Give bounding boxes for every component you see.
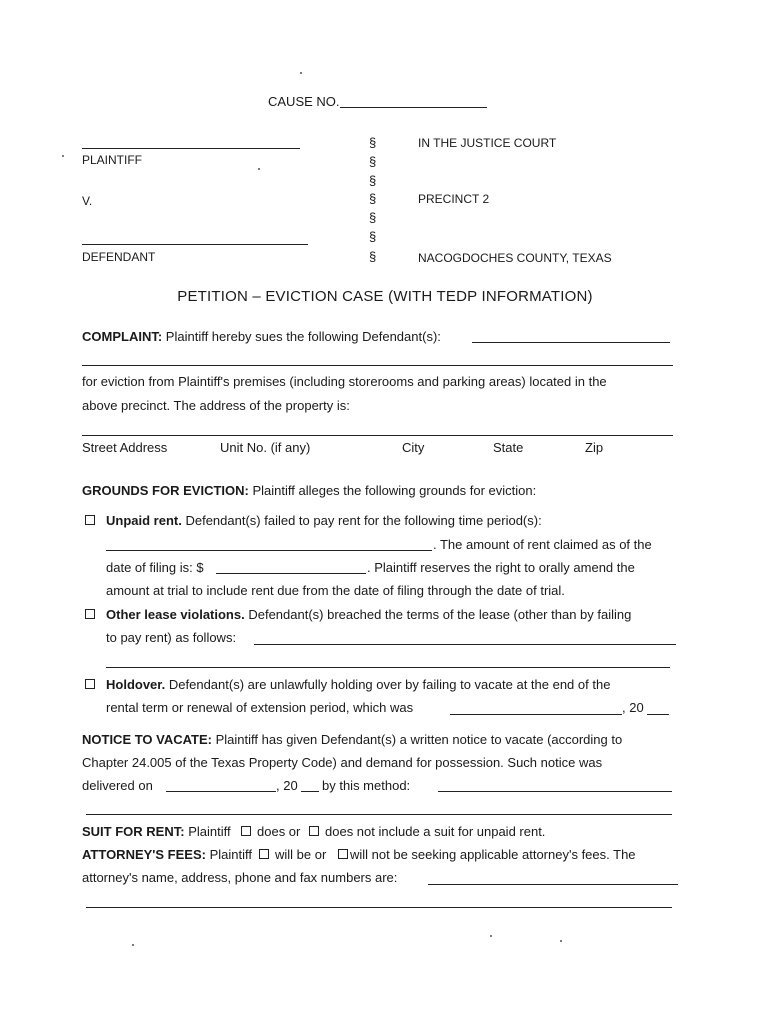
unit-label: Unit No. (if any)	[220, 440, 311, 455]
other-violations-checkbox[interactable]	[85, 609, 95, 619]
attorney-heading: ATTORNEY'S FEES:	[82, 847, 206, 862]
suit-does-checkbox[interactable]	[241, 826, 251, 836]
plaintiff-label: PLAINTIFF	[82, 153, 143, 167]
holdover-title: Holdover.	[106, 677, 166, 692]
plaintiff-name-field[interactable]	[82, 148, 300, 149]
scan-speck	[300, 72, 302, 74]
city-label: City	[402, 440, 425, 455]
precinct-label: PRECINCT 2	[418, 192, 490, 206]
attorney-will-checkbox[interactable]	[259, 849, 269, 859]
holdover-checkbox[interactable]	[85, 679, 95, 689]
court-name: IN THE JUSTICE COURT	[418, 136, 557, 150]
attorney-text-c: will not be seeking applicable attorney's fees. The	[350, 847, 636, 862]
unpaid-rent-line-1: Defendant(s) failed to pay rent for the following time period(s):	[185, 513, 542, 528]
section-symbol: §	[369, 173, 377, 188]
other-violations-title: Other lease violations.	[106, 607, 245, 622]
unpaid-rent-checkbox[interactable]	[85, 515, 95, 525]
complaint-text: Plaintiff hereby sues the following Defendant(s):	[165, 329, 441, 344]
scan-speck	[560, 940, 562, 942]
violations-field-2[interactable]	[106, 667, 670, 668]
grounds-heading: GROUNDS FOR EVICTION:	[82, 483, 249, 498]
complaint-line-3: above precinct. The address of the property is:	[82, 398, 350, 413]
notice-method-field-2[interactable]	[86, 814, 672, 815]
notice-line-3c: by this method:	[322, 778, 411, 793]
notice-line-1: Plaintiff has given Defendant(s) a written notice to vacate (according to	[215, 732, 623, 747]
suit-heading: SUIT FOR RENT:	[82, 824, 185, 839]
defendant-names-field-2[interactable]	[82, 365, 673, 366]
holdover-year-label: , 20	[622, 700, 644, 715]
versus-label: V.	[82, 194, 93, 208]
defendant-name-field[interactable]	[82, 244, 308, 245]
section-symbol: §	[369, 191, 377, 206]
cause-number-field[interactable]	[340, 107, 487, 108]
holdover-date-field[interactable]	[450, 714, 622, 715]
notice-year-field[interactable]	[301, 791, 319, 792]
street-address-label: Street Address	[82, 440, 168, 455]
attorney-text-b: will be or	[275, 847, 327, 862]
defendant-label: DEFENDANT	[82, 250, 156, 264]
unpaid-rent-title: Unpaid rent.	[106, 513, 182, 528]
attorney-info-field[interactable]	[428, 884, 678, 885]
unpaid-rent-line-2: . The amount of rent claimed as of the	[433, 537, 652, 552]
scan-speck	[490, 935, 492, 937]
property-address-field[interactable]	[82, 435, 673, 436]
county-label: NACOGDOCHES COUNTY, TEXAS	[418, 251, 612, 265]
unpaid-rent-line-3b: . Plaintiff reserves the right to orally amend the	[367, 560, 635, 575]
holdover-line-1: Defendant(s) are unlawfully holding over by failing to vacate at the end of the	[168, 677, 611, 692]
complaint-line-2: for eviction from Plaintiff's premises (including storerooms and parking areas) located in the	[82, 374, 607, 389]
scan-speck	[62, 155, 64, 157]
grounds-text: Plaintiff alleges the following grounds for eviction:	[252, 483, 537, 498]
zip-label: Zip	[585, 440, 604, 455]
section-symbol: §	[369, 210, 377, 225]
complaint-heading: COMPLAINT:	[82, 329, 163, 344]
section-symbol: §	[369, 249, 377, 264]
notice-method-field[interactable]	[438, 791, 672, 792]
unpaid-rent-line-3a: date of filing is: $	[106, 560, 204, 575]
scan-speck	[258, 168, 260, 170]
holdover-line-2: rental term or renewal of extension period, which was	[106, 700, 414, 715]
suit-text-b: does or	[257, 824, 301, 839]
notice-line-3b: , 20	[276, 778, 298, 793]
section-symbol: §	[369, 229, 377, 244]
suit-text-a: Plaintiff	[188, 824, 231, 839]
cause-number-label: CAUSE NO.	[268, 94, 340, 109]
notice-heading: NOTICE TO VACATE:	[82, 732, 212, 747]
defendant-names-field[interactable]	[472, 342, 670, 343]
rent-amount-field[interactable]	[216, 573, 366, 574]
notice-line-2: Chapter 24.005 of the Texas Property Code) and demand for possession. Such notice was	[82, 755, 603, 770]
suit-text-c: does not include a suit for unpaid rent.	[325, 824, 546, 839]
other-violations-line-1: Defendant(s) breached the terms of the lease (other than by failing	[248, 607, 632, 622]
rent-period-field[interactable]	[106, 550, 432, 551]
attorney-line-2: attorney's name, address, phone and fax numbers are:	[82, 870, 398, 885]
suit-does-not-checkbox[interactable]	[309, 826, 319, 836]
attorney-will-not-checkbox[interactable]	[338, 849, 348, 859]
unpaid-rent-line-4: amount at trial to include rent due from the date of filing through the date of trial.	[106, 583, 565, 598]
attorney-info-field-2[interactable]	[86, 907, 672, 908]
state-label: State	[493, 440, 524, 455]
holdover-year-field[interactable]	[647, 714, 669, 715]
scan-speck	[132, 944, 134, 946]
other-violations-line-2: to pay rent) as follows:	[106, 630, 237, 645]
section-symbol: §	[369, 154, 377, 169]
attorney-text-a: Plaintiff	[209, 847, 252, 862]
notice-date-field[interactable]	[166, 791, 276, 792]
violations-field[interactable]	[254, 644, 676, 645]
section-symbol: §	[369, 135, 377, 150]
document-title: PETITION – EVICTION CASE (WITH TEDP INFORMATION)	[177, 288, 593, 305]
notice-line-3a: delivered on	[82, 778, 153, 793]
